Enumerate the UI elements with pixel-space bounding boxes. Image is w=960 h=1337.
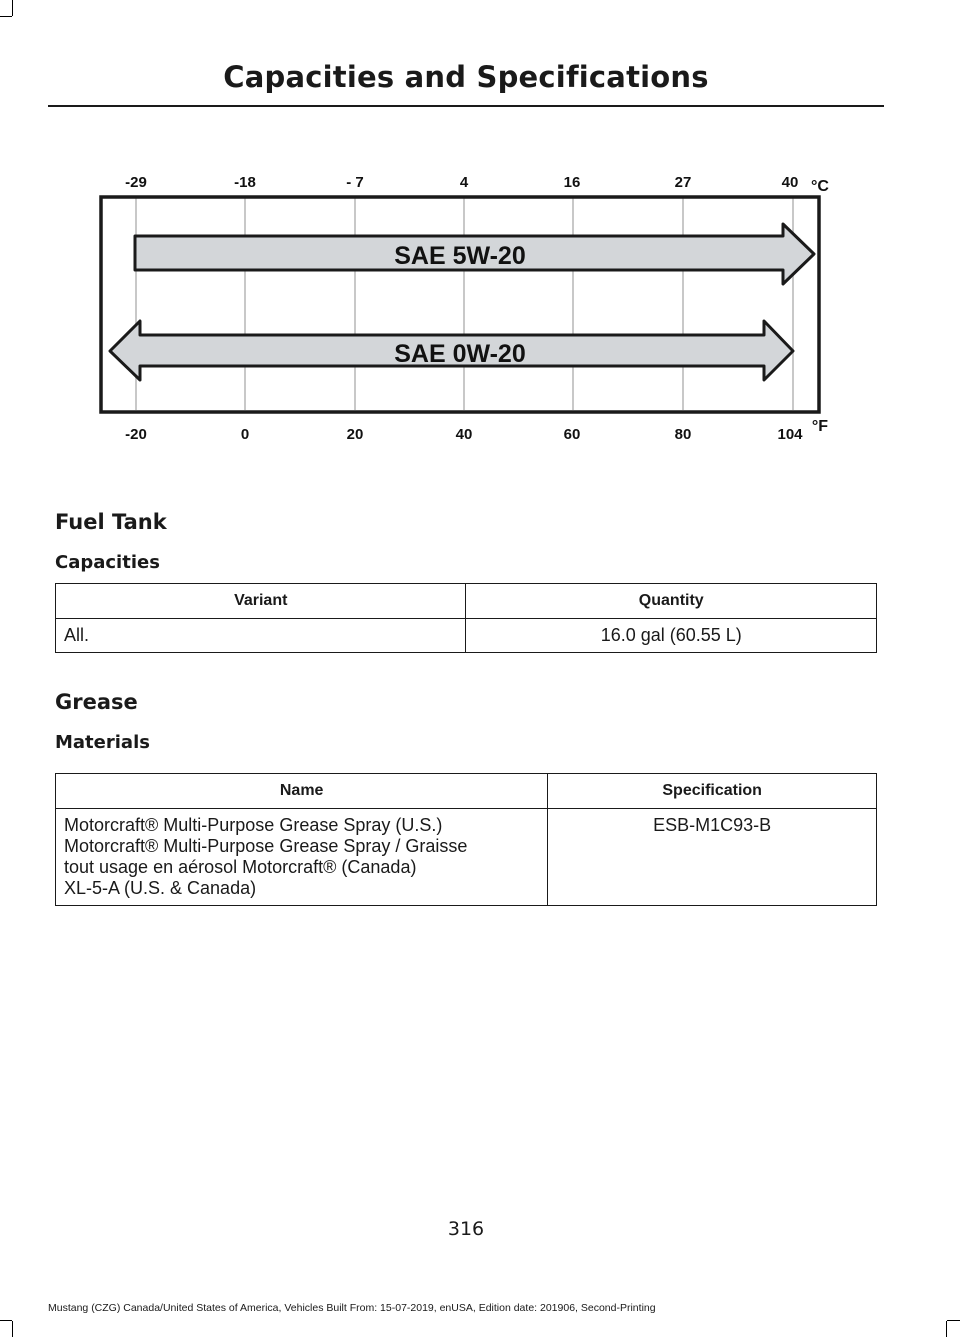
crop-mark <box>12 1321 13 1337</box>
celsius-tick-label: - 7 <box>346 174 364 191</box>
title-rule <box>48 105 884 107</box>
table-header-row <box>56 584 877 619</box>
specification-cell: ESB-M1C93-B <box>548 809 877 906</box>
name-cell <box>56 809 548 906</box>
fahrenheit-tick-label: 80 <box>674 426 692 443</box>
fahrenheit-tick-label: 0 <box>240 426 250 443</box>
crop-mark <box>0 1320 12 1321</box>
column-header-name: Name <box>56 774 548 809</box>
column-header-specification: Specification <box>548 774 877 809</box>
footer-text: Mustang (CZG) Canada/United States of America, Vehicles Built From: 15-07-2019, enUSA, Edition date: 201906, Second-Printing <box>48 1302 656 1314</box>
page-number: 316 <box>447 1218 485 1240</box>
celsius-tick-label: 4 <box>459 174 469 191</box>
fahrenheit-tick-label: 104 <box>777 426 803 443</box>
celsius-tick-label: 27 <box>674 174 692 191</box>
crop-mark <box>946 1321 947 1337</box>
quantity-cell: 16.0 gal (60.55 L) <box>466 619 877 653</box>
page-title: Capacities and Specifications <box>223 60 709 94</box>
celsius-tick-label: 16 <box>563 174 581 191</box>
table-header-row <box>56 774 877 809</box>
celsius-unit-label: °C <box>811 178 829 195</box>
fahrenheit-tick-label: 40 <box>455 426 473 443</box>
crop-mark <box>0 16 12 17</box>
fahrenheit-tick-label: 20 <box>346 426 364 443</box>
celsius-tick-label: -29 <box>125 174 147 191</box>
oil-viscosity-chart-svg <box>90 160 850 450</box>
crop-mark <box>947 1320 960 1321</box>
grease-materials-table <box>55 773 877 906</box>
fahrenheit-tick-label: -20 <box>125 426 147 443</box>
name-line: XL-5-A (U.S. & Canada) <box>64 878 257 898</box>
crop-mark <box>12 0 13 16</box>
fuel-capacity-table <box>55 583 877 653</box>
chart-frame <box>101 197 819 412</box>
name-line: Motorcraft® Multi-Purpose Grease Spray / Graisse <box>64 836 468 856</box>
subheading-materials: Materials <box>55 732 150 753</box>
table-row <box>56 619 877 653</box>
fahrenheit-tick-label: 60 <box>563 426 581 443</box>
celsius-tick-label: 40 <box>781 174 799 191</box>
subheading-capacities: Capacities <box>55 552 160 573</box>
band-label-sae-0w20: SAE 0W-20 <box>394 340 526 368</box>
name-line: tout usage en aérosol Motorcraft® (Canada) <box>64 857 417 877</box>
column-header-variant: Variant <box>56 584 466 619</box>
celsius-tick-label: -18 <box>234 174 256 191</box>
section-heading-fuel-tank: Fuel Tank <box>55 510 167 534</box>
section-heading-grease: Grease <box>55 690 138 714</box>
oil-viscosity-chart <box>90 160 850 450</box>
fahrenheit-unit-label: °F <box>811 418 829 435</box>
column-header-quantity: Quantity <box>466 584 877 619</box>
band-label-sae-5w20: SAE 5W-20 <box>394 242 526 270</box>
name-line: Motorcraft® Multi-Purpose Grease Spray (U.S.) <box>64 815 443 835</box>
fahrenheit-tick-labels <box>125 418 828 443</box>
grid-lines <box>136 198 793 410</box>
variant-cell: All. <box>56 619 466 653</box>
table-row <box>56 809 877 906</box>
celsius-tick-labels <box>125 174 829 195</box>
